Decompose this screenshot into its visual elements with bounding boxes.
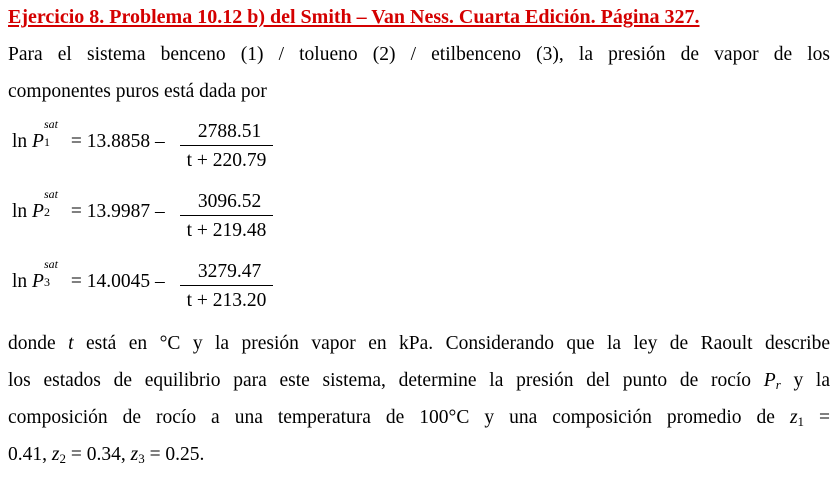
text-segment: donde <box>8 333 69 354</box>
statement-line-3 <box>8 399 830 436</box>
text-segment: y la <box>780 370 830 391</box>
statement-line-2 <box>8 362 830 399</box>
constant-a: 13.8858 <box>86 131 151 152</box>
sat-superscript: sat <box>43 257 58 271</box>
ln-symbol: ln <box>12 271 28 292</box>
text-segment: = <box>804 407 831 428</box>
fraction <box>180 187 273 244</box>
equation-lhs <box>12 187 165 223</box>
pressure-symbol: P <box>32 201 44 222</box>
denominator-t-plus-c: t + 219.48 <box>186 220 267 241</box>
dew-pressure-letter: P <box>763 370 776 391</box>
constant-a: 13.9987 <box>86 201 151 222</box>
text-segment: está en °C y la presión vapor en kPa. Considerando que la ley de Raoult describe <box>73 333 831 354</box>
sat-superscript: sat <box>43 117 58 131</box>
composition-symbol: z <box>789 407 798 428</box>
pressure-symbol: P <box>32 271 44 292</box>
dew-pressure-subscript: r <box>775 377 781 392</box>
sat-index <box>43 187 66 219</box>
composition-subscript: 1 <box>797 414 805 429</box>
minus-sign: – <box>154 271 165 292</box>
numerator-b: 2788.51 <box>197 121 262 142</box>
equals-sign: = <box>70 131 82 152</box>
numerator-b: 3096.52 <box>197 191 262 212</box>
statement-line-4 <box>8 436 830 473</box>
sat-index <box>43 257 66 289</box>
intro-line-2: componentes puros está dada por <box>8 81 267 102</box>
composition-subscript: 2 <box>59 451 66 466</box>
text-segment: 0.41, <box>8 444 52 465</box>
intro-line-1: Para el sistema benceno (1) / tolueno (2) / etilbenceno (3), la presión de vapor de los <box>8 44 830 65</box>
constant-a: 14.0045 <box>86 271 151 292</box>
exercise-title: Ejercicio 8. Problema 10.12 b) del Smith – Van Ness. Cuarta Edición. Página 327. <box>8 6 700 28</box>
component-subscript: 2 <box>43 205 50 219</box>
component-subscript: 1 <box>43 135 50 149</box>
text-segment: composición de rocío a una temperatura de 100°C y una composición promedio de <box>8 407 790 428</box>
ln-symbol: ln <box>12 131 28 152</box>
denominator-t-plus-c: t + 213.20 <box>186 290 267 311</box>
pressure-symbol: P <box>32 131 44 152</box>
sat-superscript: sat <box>43 187 58 201</box>
problem-statement <box>8 325 830 473</box>
minus-sign: – <box>154 131 165 152</box>
equation-lhs <box>12 257 165 293</box>
fraction <box>180 117 273 174</box>
equation-lhs <box>12 117 165 153</box>
text-segment: = 0.34, <box>65 444 131 465</box>
composition-symbol: z <box>51 444 60 465</box>
text-segment: = 0.25. <box>144 444 205 465</box>
statement-line-1 <box>8 325 830 362</box>
intro-paragraph <box>8 36 830 110</box>
denominator-t-plus-c: t + 220.79 <box>186 150 267 171</box>
numerator-b: 3279.47 <box>197 261 262 282</box>
text-segment: los estados de equilibrio para este sistema, determine la presión del punto de rocío <box>8 370 764 391</box>
composition-symbol: z <box>130 444 139 465</box>
sat-index <box>43 117 66 149</box>
dew-pressure-symbol <box>764 370 781 391</box>
ln-symbol: ln <box>12 201 28 222</box>
temperature-symbol: t <box>68 333 74 354</box>
fraction <box>180 257 273 314</box>
equals-sign: = <box>70 271 82 292</box>
equals-sign: = <box>70 201 82 222</box>
composition-subscript: 3 <box>138 451 145 466</box>
component-subscript: 3 <box>43 275 50 289</box>
minus-sign: – <box>154 201 165 222</box>
